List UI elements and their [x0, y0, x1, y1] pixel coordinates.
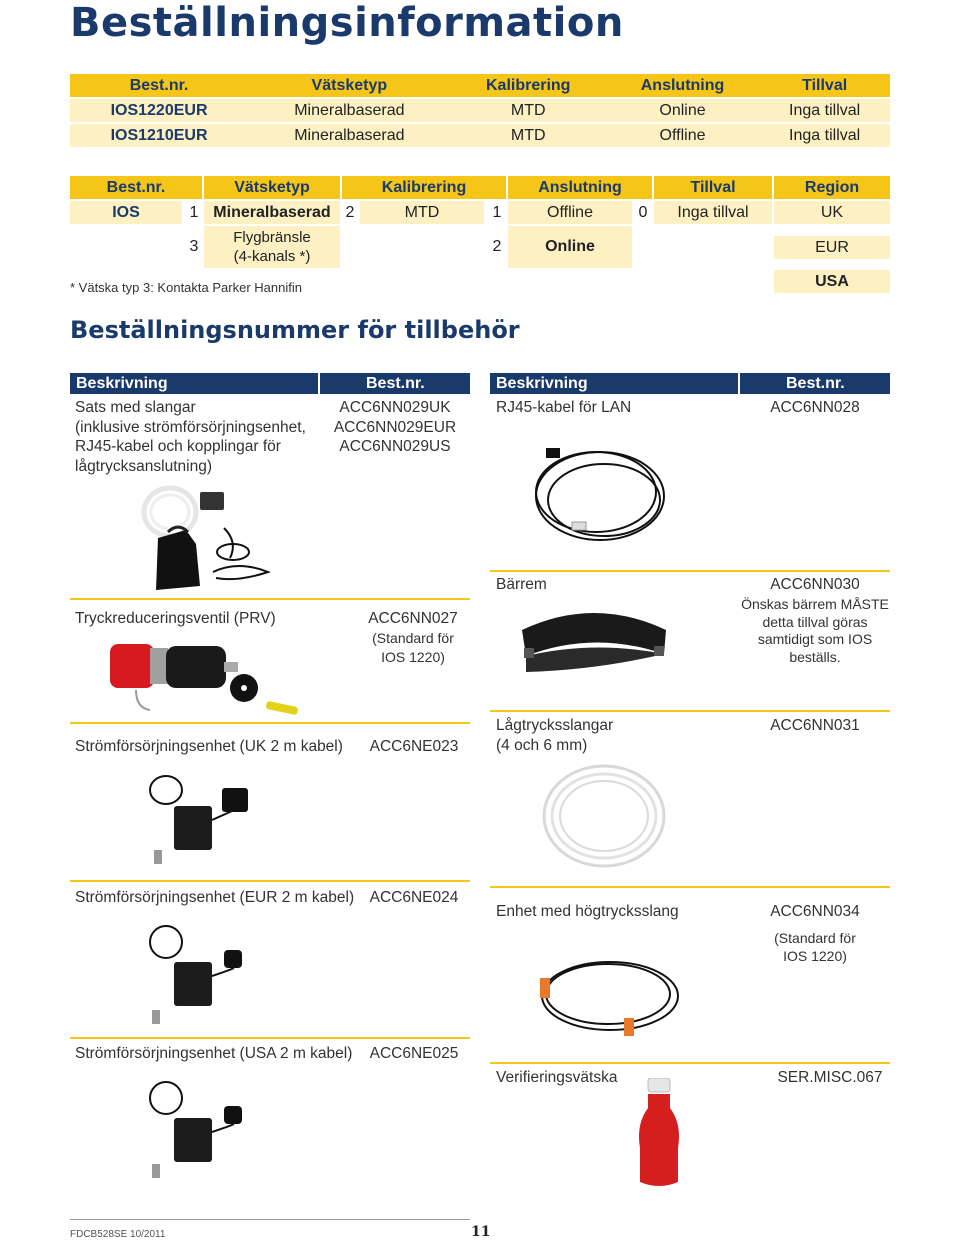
model-table-header — [70, 74, 890, 97]
cell-tillval: Inga tillval — [759, 99, 890, 122]
note-line: detta tillval göras — [762, 613, 868, 630]
page-title: Beställningsinformation — [70, 0, 624, 46]
code-line: ACC6NN029UK — [339, 399, 451, 416]
cell-kalibrering: MTD — [451, 124, 606, 147]
cell-anslutning: Online — [606, 99, 759, 122]
acc-strap-desc: Bärrem — [496, 576, 547, 593]
acc-hp-hose-code: ACC6NN034 — [770, 903, 860, 920]
config-region-eur: EUR — [774, 236, 890, 259]
config-v3-num: 3 — [189, 238, 199, 255]
desc-line: Lågtrycksslangar — [496, 717, 614, 734]
code-line: ACC6NN027 — [368, 610, 458, 627]
acc-prv-desc: Tryckreduceringsventil (PRV) — [75, 610, 276, 627]
divider — [70, 722, 470, 724]
config-t0-label: Inga tillval — [654, 201, 772, 224]
code-line: ACC6NN029US — [339, 438, 451, 455]
divider — [490, 1062, 890, 1064]
th-vatsketyp: Vätsketyp — [248, 74, 451, 97]
config-region-usa: USA — [774, 270, 890, 293]
config-header-kalibrering: Kalibrering — [342, 176, 506, 199]
acc-psu-uk-desc: Strömförsörjningsenhet (UK 2 m kabel) — [75, 738, 343, 755]
acc-prv-codes — [338, 609, 488, 668]
acc-psu-eur-code: ACC6NE024 — [369, 889, 459, 906]
config-header-bestnr: Best.nr. — [70, 176, 202, 199]
acc-fluid-desc: Verifieringsvätska — [496, 1069, 618, 1086]
th-kalibrering: Kalibrering — [451, 74, 606, 97]
lp-hose-photo — [536, 758, 672, 876]
acc-lp-hose-desc — [496, 716, 613, 755]
config-ios: IOS — [70, 201, 182, 224]
psu-eur-photo — [138, 920, 268, 1032]
divider — [70, 880, 470, 882]
divider — [70, 598, 470, 600]
acc-psu-usa-desc: Strömförsörjningsenhet (USA 2 m kabel) — [75, 1045, 353, 1062]
acc-hp-hose-note — [740, 930, 890, 965]
table-row — [70, 124, 890, 147]
th-tillval: Tillval — [759, 74, 890, 97]
config-v1-num: 1 — [189, 203, 199, 221]
psu-usa-photo — [138, 1076, 268, 1186]
cell-vatsketyp: Mineralbaserad — [248, 124, 451, 147]
acc-rj45-desc: RJ45-kabel för LAN — [496, 399, 632, 416]
cell-anslutning: Offline — [606, 124, 759, 147]
acc-psu-eur-desc: Strömförsörjningsenhet (EUR 2 m kabel) — [75, 889, 355, 906]
footer-rule — [70, 1219, 470, 1220]
note-line: samtidigt som IOS — [757, 631, 873, 647]
cell-tillval: Inga tillval — [759, 124, 890, 147]
config-k2-label: MTD — [360, 201, 484, 224]
acc-kit-desc — [75, 398, 325, 476]
config-v3-line2: (4-kanals *) — [233, 248, 311, 265]
config-header-anslutning: Anslutning — [508, 176, 652, 199]
acc-strap-note — [740, 596, 890, 666]
config-header-region: Region — [774, 176, 890, 199]
acc-lp-hose-code: ACC6NN031 — [770, 717, 860, 734]
acc-left-header-desc: Beskrivning — [70, 373, 318, 394]
desc-line: Sats med slangar — [75, 399, 196, 416]
acc-kit-codes — [320, 398, 470, 457]
accessories-title: Beställningsnummer för tillbehör — [70, 316, 520, 344]
note-line: IOS 1220) — [783, 947, 847, 964]
config-footnote: * Vätska typ 3: Kontakta Parker Hannifin — [70, 280, 302, 295]
acc-right-header-nr: Best.nr. — [740, 373, 890, 394]
acc-rj45-code: ACC6NN028 — [770, 399, 860, 416]
acc-psu-usa-code: ACC6NE025 — [369, 1045, 459, 1062]
divider — [490, 570, 890, 572]
rj45-cable-photo — [520, 430, 680, 560]
hp-hose-photo — [528, 944, 688, 1044]
config-region-uk: UK — [774, 201, 890, 224]
desc-line: (inklusive strömförsörjningsenhet, — [75, 418, 306, 436]
note-line: beställs. — [789, 648, 841, 665]
cell-vatsketyp: Mineralbaserad — [248, 99, 451, 122]
config-v3-line1: Flygbränsle — [233, 229, 311, 246]
footer-doc-code: FDCB528SE 10/2011 — [70, 1229, 166, 1240]
cell-kalibrering: MTD — [451, 99, 606, 122]
psu-uk-photo — [138, 770, 268, 870]
strap-photo — [514, 600, 674, 704]
config-a1-label: Offline — [508, 201, 632, 224]
note-line: Önskas bärrem MÅSTE — [741, 596, 889, 612]
acc-fluid-code: SER.MISC.067 — [777, 1069, 883, 1086]
divider — [490, 710, 890, 712]
config-a2-label: Online — [508, 226, 632, 268]
config-k2-num: 2 — [345, 203, 355, 221]
config-v3-label — [204, 226, 340, 268]
code-line: (Standard för — [372, 629, 454, 646]
hose-kit-photo — [138, 482, 280, 594]
config-v1-label: Mineralbaserad — [204, 201, 340, 224]
model-table — [70, 72, 890, 149]
acc-strap-code: ACC6NN030 — [770, 576, 860, 593]
desc-line: RJ45-kabel och kopplingar för — [75, 438, 281, 455]
page-number: 11 — [471, 1224, 491, 1240]
prv-valve-photo — [106, 624, 306, 724]
cell-bestnr: IOS1220EUR — [70, 99, 248, 122]
cell-bestnr: IOS1210EUR — [70, 124, 248, 147]
config-a2-num: 2 — [492, 238, 502, 255]
acc-hp-hose-desc: Enhet med högtrycksslang — [496, 903, 679, 920]
note-line: (Standard för — [774, 930, 856, 946]
table-row — [70, 99, 890, 122]
acc-psu-uk-code: ACC6NE023 — [369, 738, 459, 755]
config-a1-num: 1 — [492, 203, 502, 221]
acc-right-header-desc: Beskrivning — [490, 373, 738, 394]
code-line: IOS 1220) — [381, 649, 445, 665]
fluid-bottle-photo — [634, 1078, 684, 1190]
desc-line: (4 och 6 mm) — [496, 736, 588, 754]
divider — [490, 886, 890, 888]
config-header-tillval: Tillval — [654, 176, 772, 199]
code-line: ACC6NN029EUR — [333, 418, 457, 436]
config-header-vatsketyp: Vätsketyp — [204, 176, 340, 199]
divider — [70, 1037, 470, 1039]
th-anslutning: Anslutning — [606, 74, 759, 97]
config-t0-num: 0 — [638, 203, 648, 221]
th-bestnr: Best.nr. — [70, 74, 248, 97]
acc-left-header-nr: Best.nr. — [320, 373, 470, 394]
desc-line: lågtrycksanslutning) — [75, 457, 212, 475]
